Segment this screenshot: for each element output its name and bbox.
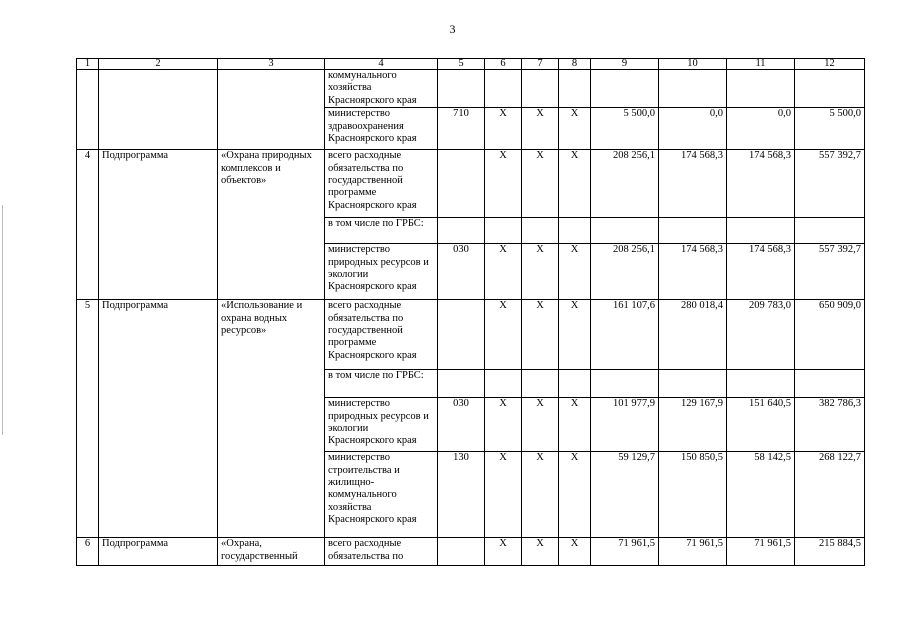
col-header: 12 (795, 59, 865, 70)
amount-year3: 209 783,0 (727, 300, 795, 370)
x-mark: X (522, 398, 559, 452)
col-header: 7 (522, 59, 559, 70)
amount-total: 557 392,7 (795, 244, 865, 300)
amount-total: 5 500,0 (795, 108, 865, 150)
amount-year1: 5 500,0 (591, 108, 659, 150)
program-name: «Охрана, государственный (218, 538, 325, 566)
x-mark: X (522, 300, 559, 370)
amount-year3: 71 961,5 (727, 538, 795, 566)
col-header: 2 (99, 59, 218, 70)
table-row (77, 538, 865, 566)
x-mark: X (522, 452, 559, 538)
x-mark: X (485, 244, 522, 300)
col-header: 4 (325, 59, 438, 70)
grbs-name: министерство природных ресурсов и экологии Красноярского края (325, 244, 438, 300)
amount-total: 215 884,5 (795, 538, 865, 566)
amount-year3: 0,0 (727, 108, 795, 150)
table-row (77, 150, 865, 218)
col-header: 5 (438, 59, 485, 70)
col-header: 10 (659, 59, 727, 70)
grbs-code: 710 (438, 108, 485, 150)
program-type: Подпрограмма (99, 150, 218, 300)
x-mark: X (485, 398, 522, 452)
program-type: Подпрограмма (99, 300, 218, 538)
amount-year1: 71 961,5 (591, 538, 659, 566)
amount-year1: 208 256,1 (591, 150, 659, 218)
amount-year2: 174 568,3 (659, 150, 727, 218)
x-mark: X (559, 398, 591, 452)
grbs-code: 130 (438, 452, 485, 538)
x-mark: X (559, 452, 591, 538)
including-label: в том числе по ГРБС: (325, 218, 438, 244)
x-mark: X (559, 244, 591, 300)
amount-year2: 71 961,5 (659, 538, 727, 566)
x-mark: X (522, 150, 559, 218)
x-mark: X (559, 108, 591, 150)
grbs-name: коммунального хозяйства Красноярского края (325, 70, 438, 108)
col-header: 9 (591, 59, 659, 70)
x-mark: X (485, 108, 522, 150)
cell-empty (77, 70, 99, 150)
amount-total: 268 122,7 (795, 452, 865, 538)
amount-year1: 101 977,9 (591, 398, 659, 452)
amount-year2: 174 568,3 (659, 244, 727, 300)
scan-edge-line (2, 205, 3, 435)
row-number: 4 (77, 150, 99, 300)
row-number: 6 (77, 538, 99, 566)
x-mark: X (522, 244, 559, 300)
grbs-name: министерство строительства и жилищно-коммунального хозяйства Красноярского края (325, 452, 438, 538)
amount-year1: 161 107,6 (591, 300, 659, 370)
total-label: всего расходные обязательства по государственной программе Красноярского края (325, 300, 438, 370)
amount-year2: 0,0 (659, 108, 727, 150)
page-number: 3 (449, 22, 456, 36)
x-mark: X (559, 538, 591, 566)
amount-year3: 174 568,3 (727, 244, 795, 300)
col-header: 3 (218, 59, 325, 70)
x-mark: X (485, 538, 522, 566)
total-label: всего расходные обязательства по (325, 538, 438, 566)
x-mark: X (485, 452, 522, 538)
grbs-code: 030 (438, 398, 485, 452)
amount-year2: 150 850,5 (659, 452, 727, 538)
x-mark: X (485, 150, 522, 218)
amount-total: 557 392,7 (795, 150, 865, 218)
col-header: 8 (559, 59, 591, 70)
total-label: всего расходные обязательства по государственной программе Красноярского края (325, 150, 438, 218)
grbs-name: министерство природных ресурсов и экологии Красноярского края (325, 398, 438, 452)
col-header: 1 (77, 59, 99, 70)
x-mark: X (522, 108, 559, 150)
amount-year1: 59 129,7 (591, 452, 659, 538)
amount-total: 650 909,0 (795, 300, 865, 370)
amount-year3: 174 568,3 (727, 150, 795, 218)
x-mark: X (485, 300, 522, 370)
col-header: 6 (485, 59, 522, 70)
table-row (77, 70, 865, 108)
table-row (77, 300, 865, 370)
program-name: «Использование и охрана водных ресурсов» (218, 300, 325, 538)
amount-year3: 151 640,5 (727, 398, 795, 452)
amount-year1: 208 256,1 (591, 244, 659, 300)
program-name: «Охрана природных комплексов и объектов» (218, 150, 325, 300)
amount-year3: 58 142,5 (727, 452, 795, 538)
x-mark: X (559, 300, 591, 370)
including-label: в том числе по ГРБС: (325, 370, 438, 398)
header-row (77, 59, 865, 70)
amount-year2: 280 018,4 (659, 300, 727, 370)
row-number: 5 (77, 300, 99, 538)
x-mark: X (522, 538, 559, 566)
amount-total: 382 786,3 (795, 398, 865, 452)
col-header: 11 (727, 59, 795, 70)
program-type: Подпрограмма (99, 538, 218, 566)
amount-year2: 129 167,9 (659, 398, 727, 452)
cell-empty (99, 70, 218, 150)
grbs-name: министерство здравоохранения Красноярского края (325, 108, 438, 150)
cell-empty (218, 70, 325, 150)
x-mark: X (559, 150, 591, 218)
budget-table (76, 58, 865, 566)
grbs-code: 030 (438, 244, 485, 300)
